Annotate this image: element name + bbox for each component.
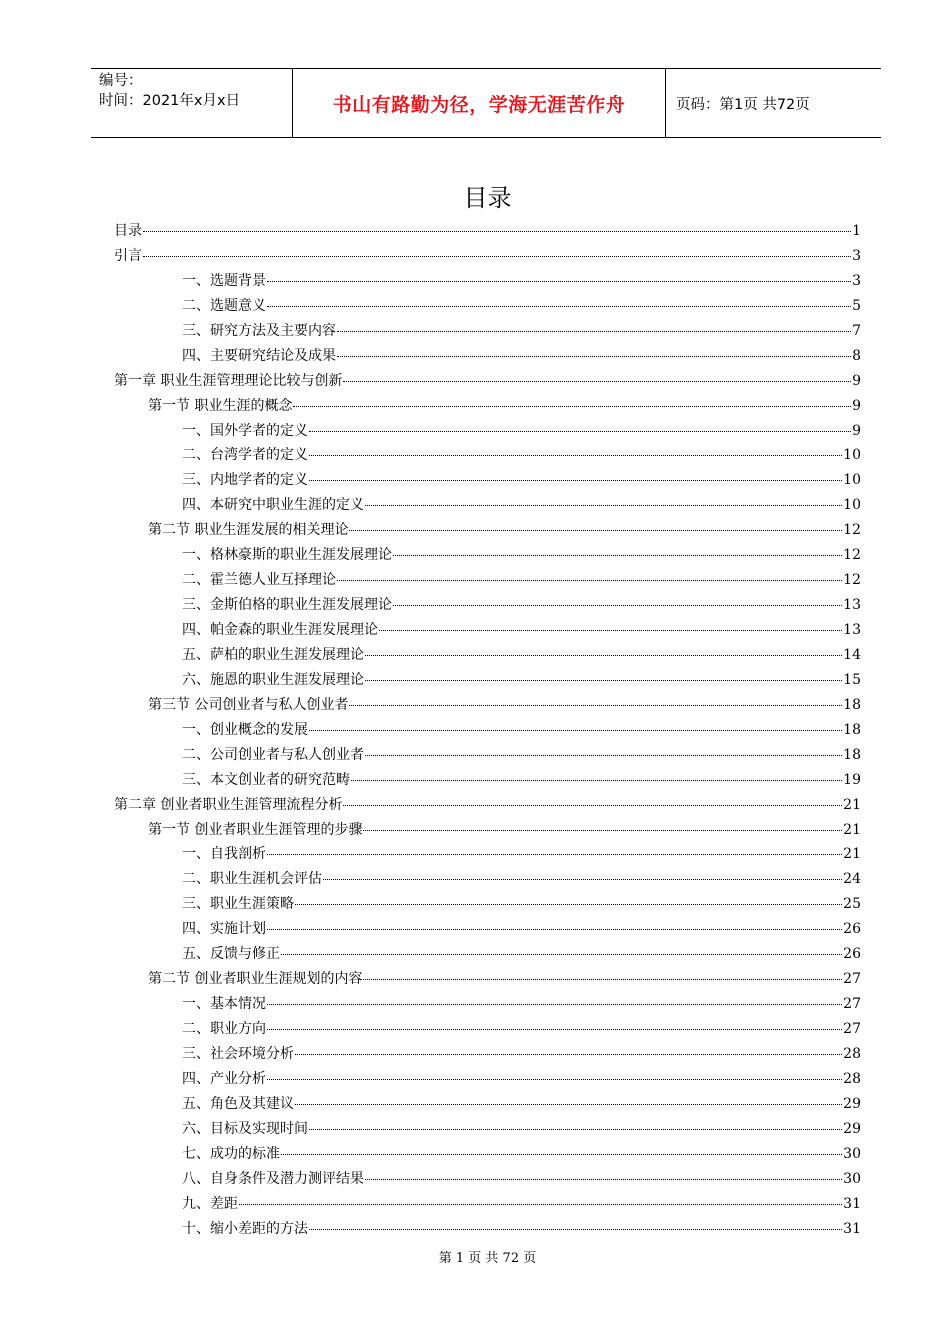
toc-entry-page: 19 bbox=[843, 771, 861, 788]
toc-entry-page: 3 bbox=[852, 272, 861, 289]
toc-entry-page: 14 bbox=[843, 646, 861, 663]
toc-entry[interactable] bbox=[114, 992, 861, 1017]
toc-entry-page: 26 bbox=[843, 946, 861, 963]
header-page-cell bbox=[666, 69, 881, 137]
toc-entry-label: 第一章 职业生涯管理理论比较与创新 bbox=[114, 372, 343, 389]
toc-entry-label: 引言 bbox=[114, 247, 142, 264]
toc-entry-page: 30 bbox=[843, 1170, 861, 1187]
toc-entry-page: 9 bbox=[852, 372, 861, 389]
toc-entry[interactable] bbox=[114, 1092, 861, 1117]
toc-entry[interactable] bbox=[114, 468, 861, 493]
toc-leader-dots bbox=[295, 904, 842, 905]
toc-entry[interactable] bbox=[114, 319, 861, 344]
toc-entry[interactable] bbox=[114, 344, 861, 369]
toc-leader-dots bbox=[365, 680, 842, 681]
toc-entry-label: 三、研究方法及主要内容 bbox=[182, 322, 336, 339]
toc-entry-page: 29 bbox=[843, 1095, 861, 1112]
toc-entry-page: 13 bbox=[843, 597, 861, 614]
toc-entry-label: 八、自身条件及潜力测评结果 bbox=[182, 1170, 364, 1187]
toc-entry[interactable] bbox=[114, 1167, 861, 1192]
toc-entry[interactable] bbox=[114, 518, 861, 543]
toc-leader-dots bbox=[309, 455, 842, 456]
toc-entry-page: 10 bbox=[843, 472, 861, 489]
toc-entry-page: 7 bbox=[852, 322, 861, 339]
toc-leader-dots bbox=[309, 1229, 842, 1230]
toc-entry-label: 第二节 职业生涯发展的相关理论 bbox=[148, 522, 349, 539]
toc-entry-page: 13 bbox=[843, 622, 861, 638]
toc-entry-page: 25 bbox=[843, 896, 861, 913]
toc-entry-page: 1 bbox=[852, 223, 861, 239]
toc-leader-dots bbox=[267, 306, 851, 307]
toc-entry-page: 31 bbox=[843, 1195, 861, 1212]
toc-leader-dots bbox=[281, 1154, 842, 1155]
toc-entry-page: 18 bbox=[843, 696, 861, 713]
toc-entry-page: 21 bbox=[843, 796, 861, 813]
toc-entry-label: 二、职业生涯机会评估 bbox=[182, 871, 322, 888]
toc-leader-dots bbox=[393, 605, 842, 606]
toc-entry-label: 三、社会环境分析 bbox=[182, 1045, 294, 1062]
toc-entry-label: 二、台湾学者的定义 bbox=[182, 447, 308, 464]
toc-leader-dots bbox=[267, 281, 851, 282]
toc-entry-label: 二、公司创业者与私人创业者 bbox=[182, 746, 364, 763]
toc-entry-label: 七、成功的标准 bbox=[182, 1145, 280, 1162]
toc-entry-label: 二、职业方向 bbox=[182, 1021, 266, 1037]
toc-leader-dots bbox=[323, 879, 842, 880]
toc-leader-dots bbox=[351, 780, 842, 781]
toc-entry-label: 一、创业概念的发展 bbox=[182, 721, 308, 738]
toc-entry-page: 26 bbox=[843, 921, 861, 938]
toc-entry-page: 30 bbox=[843, 1145, 861, 1162]
toc-entry-label: 三、本文创业者的研究范畴 bbox=[182, 771, 350, 788]
header-motto: 书山有路勤为径，学海无涯苦作舟 bbox=[332, 93, 626, 116]
toc-entry-label: 二、选题意义 bbox=[182, 297, 266, 314]
toc-entry-label: 第一节 创业者职业生涯管理的步骤 bbox=[148, 821, 363, 838]
toc-entry-page: 10 bbox=[843, 447, 861, 464]
toc-leader-dots bbox=[295, 1104, 842, 1105]
toc-entry[interactable] bbox=[114, 618, 861, 643]
toc-entry[interactable] bbox=[114, 219, 861, 244]
toc-entry[interactable] bbox=[114, 718, 861, 743]
header-page-info: 页码：第1页 共72页 bbox=[676, 96, 810, 113]
toc-entry[interactable] bbox=[114, 593, 861, 618]
toc-entry[interactable] bbox=[114, 768, 861, 793]
toc-entry-label: 第三节 公司创业者与私人创业者 bbox=[148, 696, 349, 713]
toc-leader-dots bbox=[309, 730, 842, 731]
header-time-label: 时间：2021年x月x日 bbox=[99, 93, 241, 109]
toc-entry-label: 一、基本情况 bbox=[182, 996, 266, 1013]
toc-entry-label: 一、格林豪斯的职业生涯发展理论 bbox=[182, 547, 392, 564]
toc-entry-page: 21 bbox=[843, 846, 861, 863]
toc-entry[interactable] bbox=[114, 294, 861, 319]
table-of-contents bbox=[114, 219, 861, 1241]
toc-leader-dots bbox=[293, 406, 851, 407]
toc-entry[interactable] bbox=[114, 892, 861, 917]
toc-entry[interactable] bbox=[114, 743, 861, 768]
toc-leader-dots bbox=[379, 630, 842, 631]
toc-entry-label: 三、金斯伯格的职业生涯发展理论 bbox=[182, 597, 392, 614]
toc-entry-page: 21 bbox=[843, 821, 861, 838]
toc-leader-dots bbox=[337, 580, 842, 581]
toc-leader-dots bbox=[267, 929, 842, 930]
page-footer: 第 1 页 共 72 页 bbox=[438, 1251, 537, 1266]
toc-entry[interactable] bbox=[114, 917, 861, 942]
toc-leader-dots bbox=[143, 231, 851, 232]
toc-entry-label: 四、本研究中职业生涯的定义 bbox=[182, 497, 364, 514]
toc-leader-dots bbox=[363, 830, 842, 831]
toc-entry-page: 9 bbox=[852, 397, 861, 414]
toc-entry[interactable] bbox=[114, 643, 861, 668]
toc-entry-page: 28 bbox=[843, 1045, 861, 1062]
toc-leader-dots bbox=[309, 480, 842, 481]
toc-leader-dots bbox=[267, 1079, 842, 1080]
toc-leader-dots bbox=[267, 1029, 842, 1030]
toc-entry[interactable] bbox=[114, 1067, 861, 1092]
toc-entry-page: 24 bbox=[843, 871, 861, 888]
toc-entry[interactable] bbox=[114, 867, 861, 892]
toc-entry-label: 五、反馈与修正 bbox=[182, 946, 280, 963]
toc-entry[interactable] bbox=[114, 818, 861, 843]
toc-entry[interactable] bbox=[114, 394, 861, 419]
toc-entry-page: 18 bbox=[843, 721, 861, 738]
toc-entry-label: 六、目标及实现时间 bbox=[182, 1120, 308, 1137]
toc-entry[interactable] bbox=[114, 1142, 861, 1167]
toc-entry-page: 27 bbox=[843, 971, 861, 988]
toc-entry-label: 四、实施计划 bbox=[182, 921, 266, 938]
toc-entry-label: 四、产业分析 bbox=[182, 1070, 266, 1087]
toc-leader-dots bbox=[343, 805, 842, 806]
toc-leader-dots bbox=[337, 356, 851, 357]
toc-entry-label: 九、差距 bbox=[182, 1195, 238, 1212]
toc-leader-dots bbox=[365, 1179, 842, 1180]
toc-leader-dots bbox=[343, 381, 851, 382]
toc-entry-label: 一、国外学者的定义 bbox=[182, 422, 308, 439]
toc-entry[interactable] bbox=[114, 967, 861, 992]
toc-entry[interactable] bbox=[114, 568, 861, 593]
toc-entry-label: 第一节 职业生涯的概念 bbox=[148, 397, 293, 414]
header-motto-cell bbox=[293, 69, 666, 137]
toc-leader-dots bbox=[337, 331, 851, 332]
toc-entry-label: 三、职业生涯策略 bbox=[182, 896, 294, 913]
page-title: 目录 bbox=[463, 184, 512, 212]
header-meta-cell bbox=[91, 69, 293, 137]
toc-leader-dots bbox=[239, 1204, 842, 1205]
toc-entry[interactable] bbox=[114, 419, 861, 444]
toc-entry-page: 12 bbox=[843, 547, 861, 564]
toc-entry[interactable] bbox=[114, 1192, 861, 1217]
toc-leader-dots bbox=[363, 979, 842, 980]
toc-entry[interactable] bbox=[114, 1217, 861, 1242]
toc-entry-label: 五、萨柏的职业生涯发展理论 bbox=[182, 646, 364, 663]
toc-leader-dots bbox=[365, 505, 842, 506]
toc-entry-label: 四、帕金森的职业生涯发展理论 bbox=[182, 622, 378, 638]
toc-entry-page: 9 bbox=[852, 422, 861, 439]
toc-entry-page: 15 bbox=[843, 671, 861, 688]
toc-entry-label: 三、内地学者的定义 bbox=[182, 472, 308, 489]
toc-entry-page: 12 bbox=[843, 522, 861, 539]
toc-entry-label: 第二节 创业者职业生涯规划的内容 bbox=[148, 971, 363, 988]
toc-entry-label: 四、主要研究结论及成果 bbox=[182, 347, 336, 364]
toc-leader-dots bbox=[365, 655, 842, 656]
toc-entry-page: 27 bbox=[843, 1021, 861, 1037]
toc-entry[interactable] bbox=[114, 244, 861, 269]
toc-entry[interactable] bbox=[114, 842, 861, 867]
toc-entry-label: 第二章 创业者职业生涯管理流程分析 bbox=[114, 796, 343, 813]
toc-leader-dots bbox=[349, 530, 842, 531]
toc-entry[interactable] bbox=[114, 942, 861, 967]
toc-leader-dots bbox=[309, 1129, 842, 1130]
toc-entry-label: 一、选题背景 bbox=[182, 272, 266, 289]
toc-leader-dots bbox=[143, 256, 851, 257]
toc-leader-dots bbox=[267, 854, 842, 855]
toc-entry-label: 目录 bbox=[114, 223, 142, 239]
toc-entry-page: 8 bbox=[852, 347, 861, 364]
toc-entry[interactable] bbox=[114, 793, 861, 818]
toc-entry-page: 10 bbox=[843, 497, 861, 514]
toc-entry-page: 31 bbox=[843, 1220, 861, 1237]
toc-entry-page: 27 bbox=[843, 996, 861, 1013]
toc-leader-dots bbox=[393, 555, 842, 556]
toc-entry-page: 12 bbox=[843, 572, 861, 589]
toc-entry-label: 二、霍兰德人业互择理论 bbox=[182, 572, 336, 589]
toc-entry-page: 29 bbox=[843, 1120, 861, 1137]
toc-leader-dots bbox=[309, 431, 851, 432]
toc-entry[interactable] bbox=[114, 543, 861, 568]
toc-leader-dots bbox=[365, 755, 842, 756]
toc-leader-dots bbox=[281, 954, 842, 955]
toc-entry[interactable] bbox=[114, 693, 861, 718]
toc-leader-dots bbox=[349, 705, 842, 706]
document-header bbox=[91, 68, 881, 138]
toc-entry[interactable] bbox=[114, 668, 861, 693]
toc-entry[interactable] bbox=[114, 1042, 861, 1067]
toc-entry-label: 五、角色及其建议 bbox=[182, 1095, 294, 1112]
toc-leader-dots bbox=[267, 1004, 842, 1005]
toc-entry[interactable] bbox=[114, 1117, 861, 1142]
toc-entry[interactable] bbox=[114, 269, 861, 294]
toc-entry[interactable] bbox=[114, 1017, 861, 1042]
toc-entry-label: 六、施恩的职业生涯发展理论 bbox=[182, 671, 364, 688]
toc-entry-label: 一、自我剖析 bbox=[182, 846, 266, 863]
toc-entry-page: 28 bbox=[843, 1070, 861, 1087]
toc-entry-page: 18 bbox=[843, 746, 861, 763]
toc-leader-dots bbox=[295, 1054, 842, 1055]
toc-entry[interactable] bbox=[114, 369, 861, 394]
toc-entry[interactable] bbox=[114, 493, 861, 518]
toc-entry-page: 3 bbox=[852, 247, 861, 264]
toc-entry-page: 5 bbox=[852, 297, 861, 314]
toc-entry[interactable] bbox=[114, 443, 861, 468]
toc-entry-label: 十、缩小差距的方法 bbox=[182, 1220, 308, 1237]
header-number-label: 编号： bbox=[99, 73, 143, 89]
